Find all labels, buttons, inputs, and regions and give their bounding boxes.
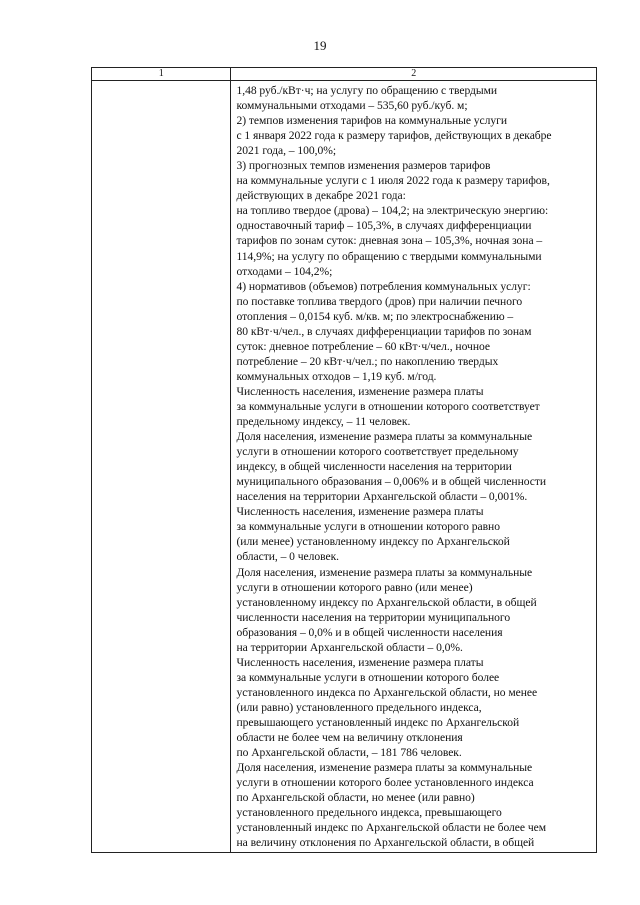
column-2-header: 2 — [231, 68, 597, 81]
text-line: Численность населения, изменение размера платы — [236, 384, 484, 398]
text-line: Доля населения, изменение размера платы за коммунальные — [236, 430, 533, 444]
text-line: отопления – 0,0154 куб. м/кв. м; по электроснабжению – — [236, 309, 514, 323]
text-line: на топливо твердое (дрова) – 104,2; на электрическую энергию: — [236, 204, 549, 218]
text-line: образования – 0,0% и в общей численности населения — [236, 625, 503, 639]
text-line: (или равно) установленного предельного индекса, — [236, 700, 482, 714]
text-line: на территории Архангельской области – 0,0%. — [236, 640, 463, 654]
text-line: действующих в декабре 2021 года: — [236, 189, 406, 203]
text-line: Доля населения, изменение размера платы за коммунальные — [236, 761, 533, 775]
text-line: услуги в отношении которого соответствует предельному — [236, 445, 519, 459]
text-line: установленному индексу по Архангельской области, в общей — [236, 595, 537, 609]
text-line: (или менее) установленному индексу по Архангельской — [236, 535, 510, 549]
document-table — [91, 67, 597, 853]
column-1-cell — [92, 81, 231, 853]
column-1-header: 1 — [92, 68, 231, 81]
text-line: численности населения на территории муниципального — [236, 610, 511, 624]
text-line: по поставке топлива твердого (дров) при наличии печного — [236, 294, 523, 308]
text-line: услуги в отношении которого равно (или менее) — [236, 580, 473, 594]
text-line: установленного индекса по Архангельской области, но менее — [236, 685, 538, 699]
text-line: муниципального образования – 0,006% и в общей численности — [236, 475, 547, 489]
text-line: области не более чем на величину отклонения — [236, 731, 463, 745]
page-number: 19 — [313, 38, 327, 53]
text-line: 2021 года, – 100,0%; — [236, 144, 337, 158]
text-line: установленный индекс по Архангельской области не более чем — [236, 821, 546, 835]
text-line: 4) нормативов (объемов) потребления коммунальных услуг: — [236, 279, 531, 293]
text-line: услуги в отношении которого более установленного индекса — [236, 776, 534, 790]
text-line: на коммунальные услуги с 1 июля 2022 года к размеру тарифов, — [236, 174, 550, 188]
text-line: потребление – 20 кВт·ч/чел.; по накоплению твердых — [236, 354, 499, 368]
text-line: Численность населения, изменение размера платы — [236, 505, 484, 519]
text-line: индексу, в общей численности населения на территории — [236, 460, 512, 474]
text-line: области, – 0 человек. — [236, 550, 340, 564]
text-line: 80 кВт·ч/чел., в случаях дифференциации тарифов по зонам — [236, 324, 532, 338]
table-header-row — [92, 68, 597, 81]
text-line: отходами – 104,2%; — [236, 264, 333, 278]
text-line: 2) темпов изменения тарифов на коммунальные услуги — [236, 114, 507, 128]
text-line: превышающего установленный индекс по Архангельской — [236, 715, 520, 729]
text-line: предельному индексу, – 11 человек. — [236, 415, 411, 429]
text-line: Численность населения, изменение размера платы — [236, 655, 484, 669]
text-line: установленного предельного индекса, превышающего — [236, 806, 502, 820]
text-line: на величину отклонения по Архангельской области, в общей — [236, 836, 535, 850]
text-line: одноставочный тариф – 105,3%, в случаях дифференциации — [236, 219, 532, 233]
text-line: 1,48 руб./кВт·ч; на услугу по обращению с твердыми — [236, 84, 498, 97]
column-2-cell — [231, 81, 597, 853]
text-line: с 1 января 2022 года к размеру тарифов, действующих в декабре — [236, 129, 552, 143]
text-line: за коммунальные услуги в отношении которого равно — [236, 520, 500, 534]
text-line: за коммунальные услуги в отношении которого соответствует — [236, 399, 540, 413]
table-body-row — [92, 81, 597, 853]
text-line: тарифов по зонам суток: дневная зона – 105,3%, ночная зона – — [236, 234, 543, 248]
text-line: коммунальными отходами – 535,60 руб./куб. м; — [236, 99, 468, 113]
text-line: 114,9%; на услугу по обращению с твердыми коммунальными — [236, 249, 542, 263]
text-line: 3) прогнозных темпов изменения размеров тарифов — [236, 159, 491, 173]
text-line: по Архангельской области, – 181 786 человек. — [236, 746, 462, 760]
text-line: суток: дневное потребление – 60 кВт·ч/чел., ночное — [236, 339, 490, 353]
text-line: по Архангельской области, но менее (или равно) — [236, 791, 475, 805]
text-line: за коммунальные услуги в отношении которого более — [236, 670, 500, 684]
text-line: Доля населения, изменение размера платы за коммунальные — [236, 565, 533, 579]
text-line: населения на территории Архангельской области – 0,001%. — [236, 490, 528, 504]
text-line: коммунальных отходов – 1,19 куб. м/год. — [236, 369, 437, 383]
